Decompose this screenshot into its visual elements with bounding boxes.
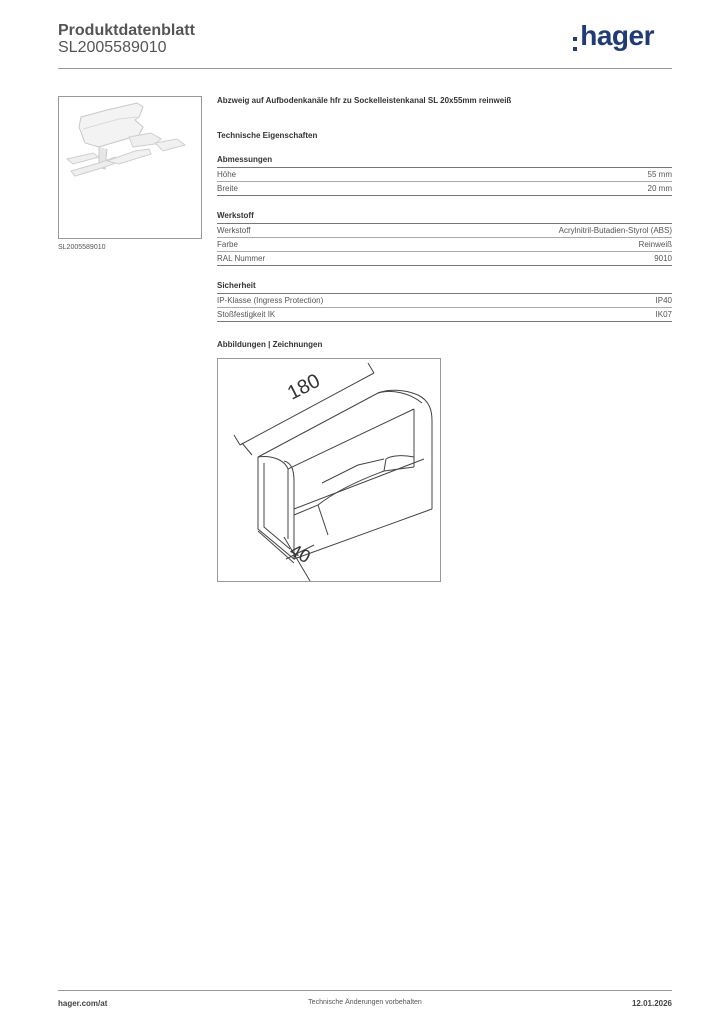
row-label: RAL Nummer — [217, 254, 266, 263]
technical-properties-heading: Technische Eigenschaften — [217, 131, 318, 140]
website-link[interactable]: hager.com/at — [58, 999, 108, 1008]
row-label: Farbe — [217, 240, 238, 249]
table-row — [217, 252, 672, 266]
row-value: 9010 — [654, 254, 672, 263]
group-title: Abmessungen — [217, 155, 672, 168]
document-title: Produktdatenblatt — [58, 22, 195, 39]
photo-caption: SL2005589010 — [58, 244, 106, 251]
table-row — [217, 168, 672, 182]
row-label: Stoßfestigkeit IK — [217, 310, 276, 319]
row-label: Breite — [217, 184, 238, 193]
table-row — [217, 308, 672, 322]
row-value: IP40 — [655, 296, 672, 305]
row-value: 55 mm — [647, 170, 672, 179]
dimension-label-width: 40 — [286, 540, 314, 568]
page-footer — [58, 990, 672, 1009]
group-title: Werkstoff — [217, 211, 672, 224]
drawings-heading: Abbildungen | Zeichnungen — [217, 340, 323, 349]
product-title: Abzweig auf Aufbodenkanäle hfr zu Sockelleistenkanal SL 20x55mm reinweiß — [217, 96, 512, 105]
dimension-label-length: 180 — [284, 369, 324, 405]
group-material — [217, 211, 672, 266]
hager-logo — [573, 20, 654, 52]
table-row — [217, 182, 672, 196]
table-row — [217, 238, 672, 252]
product-photo — [58, 96, 202, 239]
row-label: Werkstoff — [217, 226, 251, 235]
row-label: Höhe — [217, 170, 237, 179]
row-value: Acrylnitril-Butadien-Styrol (ABS) — [558, 226, 672, 235]
row-value: IK07 — [655, 310, 672, 319]
group-safety — [217, 281, 672, 322]
product-details — [217, 96, 672, 349]
row-value: 20 mm — [647, 184, 672, 193]
group-title: Sicherheit — [217, 281, 672, 294]
table-row — [217, 224, 672, 238]
group-dimensions — [217, 155, 672, 196]
row-label: IP-Klasse (Ingress Protection) — [217, 296, 324, 305]
logo-text: hager — [580, 20, 654, 51]
document-date: 12.01.2026 — [631, 999, 672, 1008]
product-parts-image — [59, 97, 201, 238]
technical-drawing — [217, 358, 441, 582]
table-row — [217, 294, 672, 308]
disclaimer: Technische Änderungen vorbehalten — [308, 999, 422, 1006]
document-number: SL2005589010 — [58, 39, 167, 56]
row-value: Reinweiß — [638, 240, 672, 249]
page-header — [58, 20, 672, 69]
dimension-drawing — [218, 359, 440, 581]
logo-dots-icon — [573, 37, 579, 51]
